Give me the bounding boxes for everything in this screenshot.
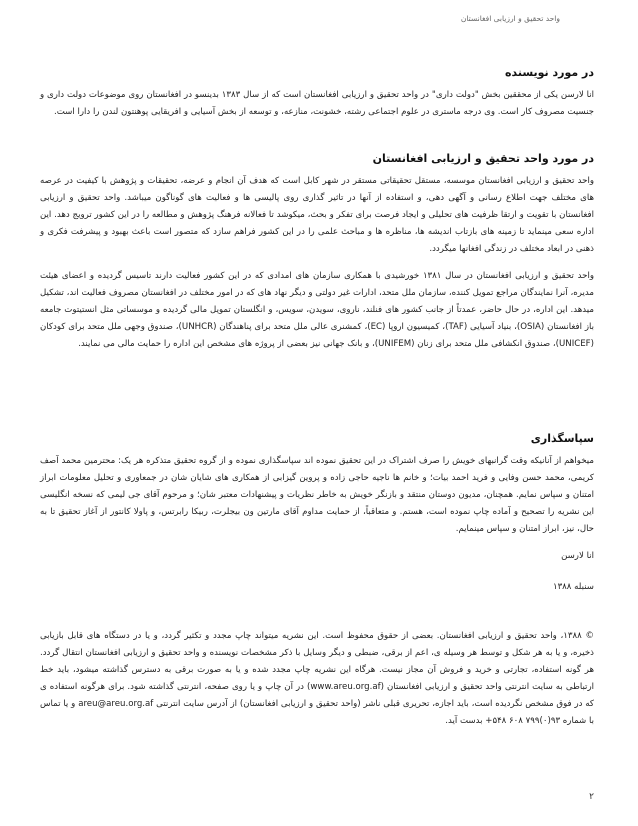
- section-acknowledgements: [40, 432, 594, 610]
- author-paragraph: انا لارسن یکی از محققین بخش "دولت داری" در واحد تحقیق و ارزیابی افغانستان است که از سال ۱۳۸۳ بدینسو در افغانستان روی موضوعات دولت داری و جنسیت مصروف کار است. وی درجه ماستری در علوم اجتماعی رشته، خشونت، منازعه، و توسعه از بخش آسیایی و افریقایی پوهنتون لندن را دارا است.: [40, 90, 594, 117]
- signature-date: سنبله ۱۳۸۸: [552, 582, 594, 592]
- running-header: واحد تحقیق و ارزیابی افغانستان: [460, 14, 560, 23]
- copyright-paragraph: © ۱۳۸۸، واحد تحقیق و ارزیابی افغانستان. بعضی از حقوق محفوظ است. این نشریه میتواند چاپ مجدد و تکثیر گردد، و یا در دستگاه های قابل بازیابی ذخیره، و یا به هر شکل و توسط هر وسیله ی، اعم از برقی، ضبطی و دیگر وسایل با ذکر مشخصات نویسنده و واحد تحقیق و ارزیابی افغانستان انتقال گردد. هر گونه استفاده، تجارتی و خرید و فروش آن مجاز نیست. هرگاه این نشریه چاپ مجدد شده و یا به صورت برقی به دسترس گذاشته میشود، باید خط ارتباطی به سایت انترنتی واحد تحقیق و ارزیابی افغانستان (www.areu.org.af) در آن چاپ و یا روی صفحه، انترنتی گذاشته شود. برای هرگونه استفاده ی که در فوق مشخص نگردیده است، باید اجازه، تحریری قبلی ناشر (واحد تحقیق و ارزیابی افغانستان) از آدرس سایت انترنتی areu@areu.org.af و یا تماس با شماره ۹۳(۰)۷۹۹ ۶۰۸ ۵۴۸+ بدست آید.: [40, 631, 595, 726]
- page-number: ۲: [589, 792, 594, 802]
- section-about-unit: [40, 152, 594, 363]
- acknowledgements-heading: سپاسگذاری: [530, 432, 594, 445]
- unit-paragraph-2: واحد تحقیق و ارزیابی افغانستان در سال ۱۳۸۱ خورشیدی با همکاری سازمان های امدادی که در این کشور فعالیت دارند تاسیس گردیده و اعضای هیئت مدیره، آنرا نمایندگان مراجع تمویل کننده، سازمان ملل متحد، ادارات غیر دولتی و دیگر نهاد های که در امور مختلف در افغانستان مصروف فعالیت اند، تشکیل میدهد. این اداره، در حال حاضر، عمدتاً از جانب کشور های فنلند، ناروی، سویدن، سویس، و انگلستان تمویل مالی گردیده و موسساتی مثل انستیتوت جامعه باز افغانستان (OSIA)، بنیاد آسیایی (TAF)، کمیسیون اروپا (EC)، کمشنری عالی ملل متحد برای پناهندگان (UNHCR)، صندوق وجهی ملل متحد برای کودکان (UNICEF)، صندوق انکشافی ملل متحد برای زنان (UNIFEM)، و بانک جهانی نیز بعضی از پروژه های مشخص این اداره را حمایت مالی می نمایند.: [40, 271, 594, 349]
- unit-paragraph-1: واحد تحقیق و ارزیابی افغانستان موسسه، مستقل تحقیقاتی مستقر در شهر کابل است که هدف آن انجام و عرضه، تحقیقات و پژوهش با کیفیت در عرصه های مختلف جهت اطلاع رسانی و آگهی دهی، و استفاده از آنها در تاثیر گذاری روی پالیسی ها و فعالیت های گوناگون میباشد. واحد تحقیق و ارزیابی افغانستان با تقویت و ارتقا ظرفیت های تحلیلی و ایجاد فرصت برای تفکر و بحث، میکوشد تا فعالانه فرهنگ پژوهش و مطالعه را در این کشور ترویج دهد. این اداره سعی مینماید تا زمینه های بازتاب اندیشه ها، مناظره ها و مباحث علمی را در این کشور فراهم سازد که متصور است باعث بهبود و پیشرفت فکری و ذهنی در ابعاد مختلف در زندگی افغانها میگردد.: [40, 176, 594, 254]
- acknowledgements-paragraph: میخواهم از آنانیکه وقت گرانبهای خویش را صرف اشتراک در این تحقیق نموده اند سپاسگذاری نموده و از گروه تحقیق متذکره هر یک: محترمین محمد آصف کریمی، محمد حسن وفایی و فرید احمد بیات؛ و خانم ها ناجیه حاجی زاده و پروین گیزابی از همکاری های شایان شان در جمعاوری و تحلیل معلومات ابراز امتنان و سپاس نمایم. همچنان، مدیون دوستان منتقد و بازنگر خویش به خاطر نظریات و پیشنهادات معتبر شان؛ و مرحوم آقای جی لیمی که نسخه انگلیسی این نشریه را تصحیح و آماده چاپ نموده است، هستم. و متعاقباً، از حمایت مداوم آقای مارتین ون بیجلرت، ربیکا رابرتس، و پاولا کانتور از آغاز تحقیق تا به حال، نیز، ابراز امتنان و سپاس مینمایم.: [40, 456, 594, 534]
- section-copyright: [40, 628, 594, 740]
- section-about-author: [40, 66, 594, 131]
- signature-name: انا لارسن: [561, 551, 594, 561]
- unit-heading: در مورد واحد تحقیق و ارزیابی افغانستان: [372, 152, 594, 165]
- author-heading: در مورد نویسنده: [504, 66, 594, 79]
